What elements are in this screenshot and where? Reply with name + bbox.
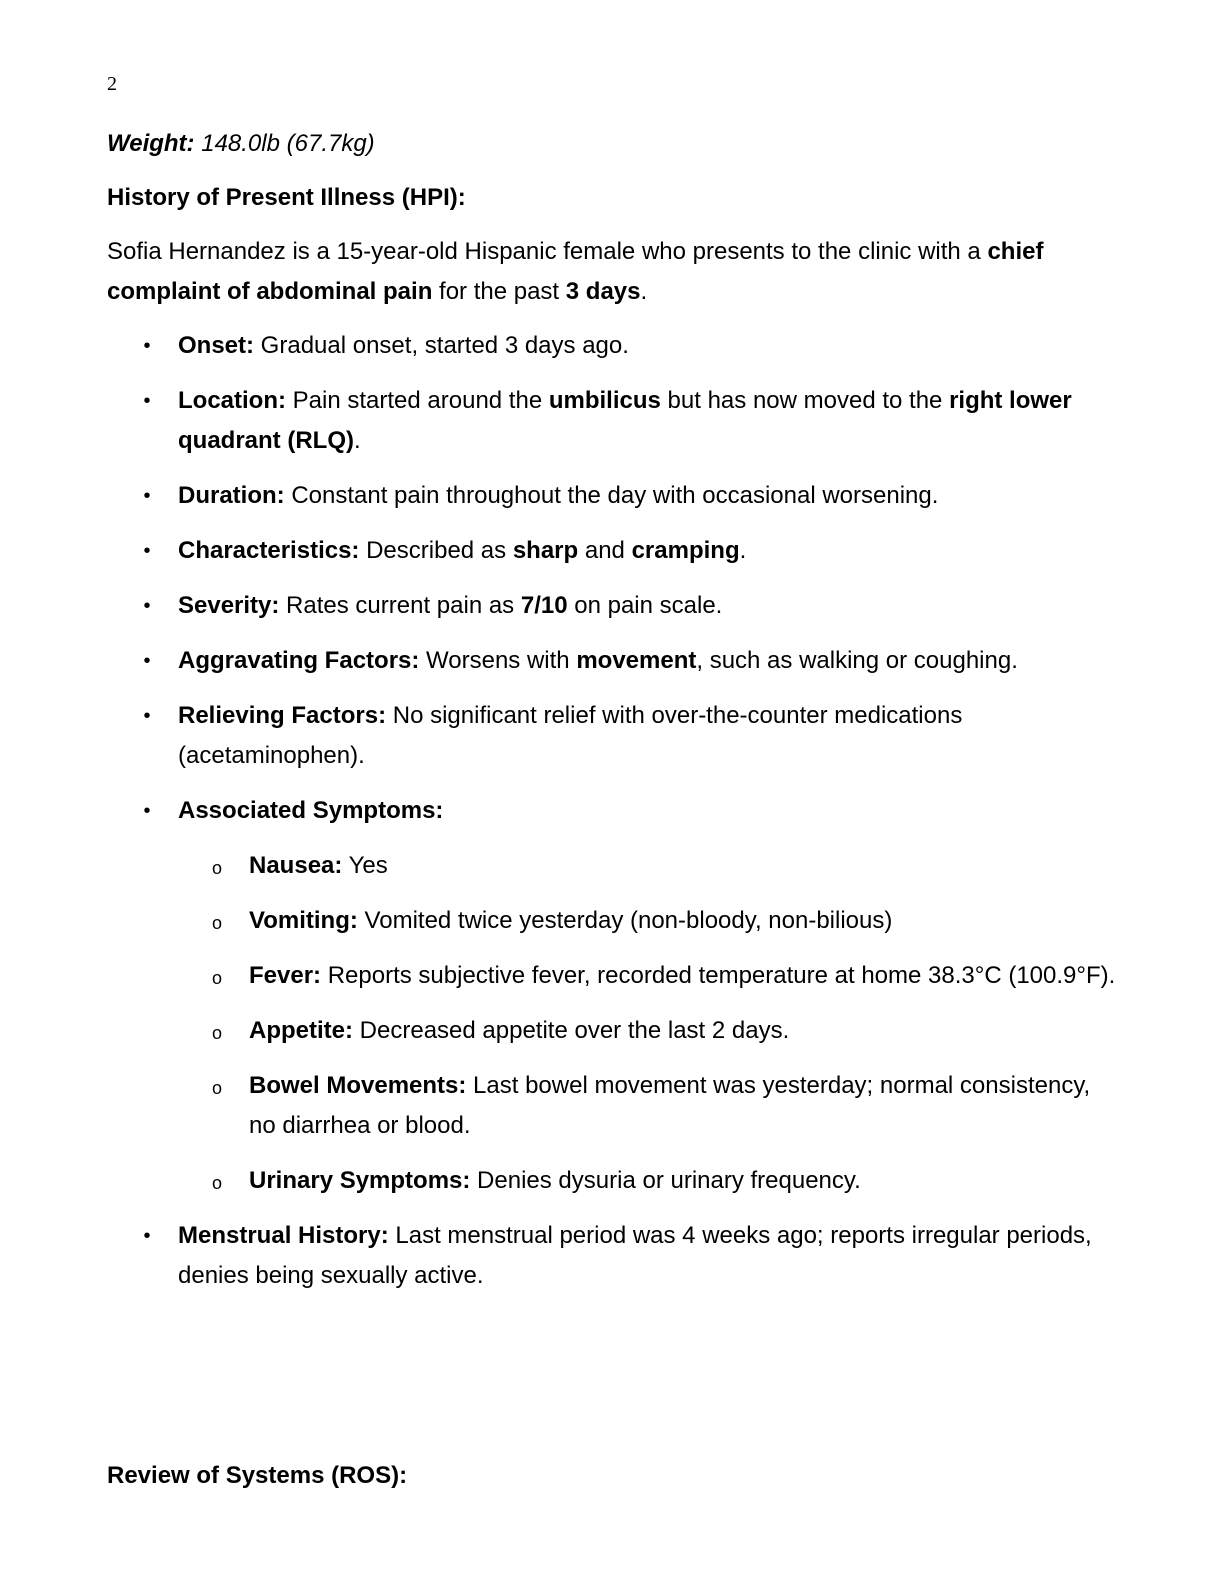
item-label: Characteristics: — [178, 537, 360, 564]
item-text: on pain scale. — [567, 592, 723, 619]
circle-bullet-icon: o — [212, 858, 223, 878]
item-label: Nausea: — [249, 852, 343, 879]
item-label: Location: — [178, 387, 286, 414]
item-label: Duration: — [178, 482, 285, 509]
sub-item-bowel — [178, 1066, 1117, 1146]
item-label: Onset: — [178, 332, 255, 359]
item-text: Last menstrual period was 4 weeks ago; reports irregular periods, denies being sexually active. — [178, 1222, 1092, 1289]
bullet-icon: • — [143, 595, 151, 617]
list-item-aggravating — [107, 641, 1117, 681]
item-emphasis: right lower quadrant (RLQ) — [178, 387, 1072, 454]
item-label: Severity: — [178, 592, 280, 619]
intro-duration: 3 days — [565, 278, 641, 305]
list-item-associated — [107, 791, 1117, 1201]
bullet-icon: • — [143, 705, 151, 727]
item-text: Described as — [359, 537, 513, 564]
bullet-icon: • — [143, 390, 151, 412]
item-emphasis: 7/10 — [520, 592, 568, 619]
circle-bullet-icon: o — [212, 1173, 223, 1193]
bullet-icon: • — [143, 800, 151, 822]
item-label: Aggravating Factors: — [178, 647, 420, 674]
hpi-intro — [107, 232, 1117, 312]
bullet-icon: • — [143, 485, 151, 507]
item-text: Yes — [342, 852, 388, 879]
list-item-location — [107, 381, 1117, 461]
item-label: Bowel Movements: — [249, 1072, 467, 1099]
bullet-icon: • — [143, 335, 151, 357]
item-text: Vomited twice yesterday (non-bloody, non-bilious) — [357, 907, 893, 934]
weight-value: 148.0lb (67.7kg) — [201, 130, 375, 157]
item-text: Pain started around the — [286, 387, 549, 414]
item-label: Relieving Factors: — [178, 702, 387, 729]
item-label: Vomiting: — [249, 907, 358, 934]
item-emphasis: movement — [576, 647, 697, 674]
item-label: Urinary Symptoms: — [249, 1167, 471, 1194]
intro-text: . — [640, 278, 648, 305]
hpi-heading: History of Present Illness (HPI): — [107, 184, 466, 211]
item-text: and — [578, 537, 632, 564]
list-item-severity — [107, 586, 1117, 626]
list-item-onset — [107, 326, 1117, 366]
item-text: Denies dysuria or urinary frequency. — [470, 1167, 861, 1194]
bullet-icon: • — [143, 1225, 151, 1247]
intro-text: for the past — [432, 278, 566, 305]
item-label: Fever: — [249, 962, 322, 989]
item-text: , such as walking or coughing. — [696, 647, 1018, 674]
hpi-list — [107, 326, 1117, 1296]
list-item-duration — [107, 476, 1117, 516]
item-emphasis: cramping — [631, 537, 740, 564]
bullet-icon: • — [143, 540, 151, 562]
item-text: Last bowel movement was yesterday; normal consistency, no diarrhea or blood. — [249, 1072, 1091, 1139]
item-label: Menstrual History: — [178, 1222, 389, 1249]
list-item-characteristics — [107, 531, 1117, 571]
item-text: Constant pain throughout the day with occasional worsening. — [284, 482, 939, 509]
item-text: . — [739, 537, 747, 564]
circle-bullet-icon: o — [212, 968, 223, 988]
intro-text: Sofia Hernandez is a 15-year-old Hispanic female who presents to the clinic with a — [107, 238, 988, 265]
list-item-menstrual — [107, 1216, 1117, 1296]
sub-item-appetite — [178, 1011, 1117, 1051]
document-body — [107, 124, 1117, 1311]
page-number: 2 — [107, 73, 117, 95]
sub-item-nausea — [178, 846, 1117, 886]
item-text: but has now moved to the — [660, 387, 950, 414]
weight-line — [107, 124, 1117, 164]
item-label: Associated Symptoms: — [178, 797, 444, 824]
ros-heading: Review of Systems (ROS): — [107, 1462, 408, 1489]
item-text: Reports subjective fever, recorded temperature at home 38.3°C (100.9°F). — [321, 962, 1116, 989]
circle-bullet-icon: o — [212, 1023, 223, 1043]
item-emphasis: umbilicus — [548, 387, 661, 414]
item-emphasis: sharp — [512, 537, 579, 564]
weight-label: Weight: — [107, 130, 195, 157]
list-item-relieving — [107, 696, 1117, 776]
item-text: Worsens with — [419, 647, 577, 674]
associated-symptoms-list — [178, 846, 1117, 1201]
item-text: Rates current pain as — [279, 592, 521, 619]
circle-bullet-icon: o — [212, 1078, 223, 1098]
item-label: Appetite: — [249, 1017, 353, 1044]
sub-item-vomiting — [178, 901, 1117, 941]
sub-item-urinary — [178, 1161, 1117, 1201]
item-text: Gradual onset, started 3 days ago. — [254, 332, 629, 359]
bullet-icon: • — [143, 650, 151, 672]
item-text: Decreased appetite over the last 2 days. — [353, 1017, 790, 1044]
item-text: No significant relief with over-the-counter medications (acetaminophen). — [178, 702, 963, 769]
item-text: . — [353, 427, 361, 454]
sub-item-fever — [178, 956, 1117, 996]
circle-bullet-icon: o — [212, 913, 223, 933]
intro-chief-complaint: chief complaint of abdominal pain — [107, 238, 1044, 305]
